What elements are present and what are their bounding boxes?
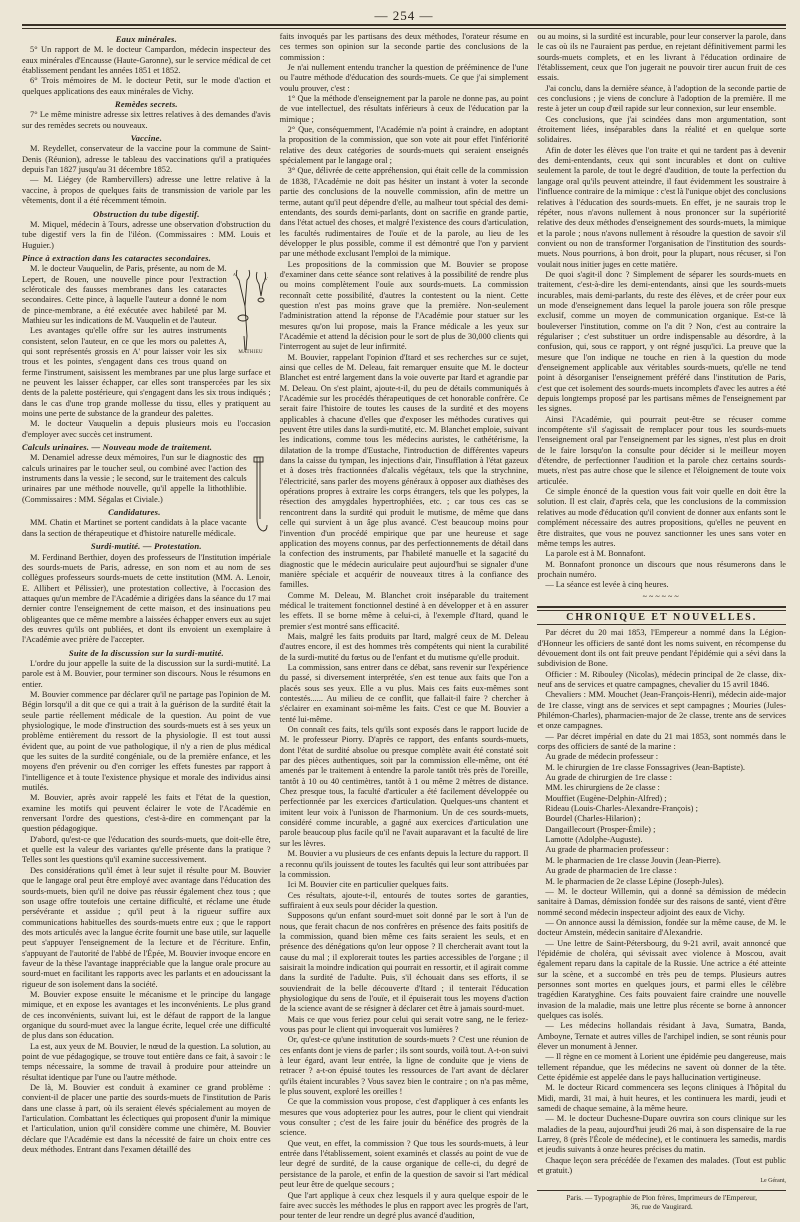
paragraph: M. Bouvier commence par déclarer qu'il ne partage pas l'opinion de M. Bégin lorsqu'il a dit que ce qui a trait à la guérison de la surdité était la seule partie réellement médicale de la question. Au point de vue physiologique, le mode d'instruction des sourds-muets est à ses yeux un problème entièrement du ressort de la physiologie. Il est tout aussi évident que, au point de vue pathologique, il n'y a rien de plus médical que les suites de la surdité congéniale, ou de la première enfance, et les moyens d'en prévenir ou d'en corriger les effets funestes par rapport à l'intelligence et à toute l'existence physique et morale des individus ainsi mutilés. <box>22 689 271 793</box>
paragraph: Afin de doter les élèves que l'on traite et qui ne tardent pas à devenir des demi-entendants, ceux qui sont incurables et dont on cultive seulement la parole, de tout le degré d'audition, de toute la perfection du langage oral qu'ils peuvent atteindre, il faut évidemment les soustraire à l'influence contraire de la mimique : c'est là l'unique objet des conclusions relatives à l'éducation des sourds-muets. En effet, je ne saurais trop le répéter, nous n'avons nullement à nous prononcer sur la supériorité relative des deux méthodes d'enseignement des sourds-muets, la mimique et la parole ; nous n'avons nullement à résoudre la question de savoir s'il convient ou non de transformer l'organisation de l'institution des sourds-muets. Nous pourrions, à bon droit, pour la plupart, nous récuser, si l'on voulait nous initier juges en cette matière. <box>537 145 786 269</box>
paragraph: M. Bouvier, après avoir rappelé les faits et l'état de la question, examine les motifs qui peuvent éclairer le vote de l'Académie en renversant l'ordre des questions, c'est-à-dire en commençant par la question pédagogique. <box>22 793 271 834</box>
paragraph: — M. le docteur Duchesne-Dupare ouvrira son cours clinique sur les maladies de la peau, aujourd'hui jeudi 26 mai, à son dispensaire de la rue Larrey, 8 (près l'École de médecine), et le continuera les samedis, mardis et jeudis suivants à onze heures précises du matin. <box>537 1114 786 1155</box>
paragraph: 5° Un rapport de M. le docteur Campardon, médecin inspecteur des eaux minérales d'Encausse (Haute-Garonne), sur le service médical de cet établissement pendant les années 1851 et 1852. <box>22 45 271 76</box>
page-number: — 254 — <box>374 8 434 23</box>
heading-remedes-secrets: Remèdes secrets. <box>114 99 178 110</box>
paragraph: Ce simple énoncé de la question vous fait voir quelle en doit être la solution. Il est clair, d'après cela, que les conclusions de la commission relatives au mode d'éducation qu'il convient de donner aux enfants sont le complément nécessaire des autres propositions, qu'elles ne peuvent en être distraites, que vous ne pouvez sanctionner les unes sans voter en même temps les autres. <box>537 487 786 548</box>
paragraph: Chevaliers : MM. Mouchet (Jean-François-Henri), médecin aide-major de 1re classe, vingt ans de services et sept campagnes ; Mouries (Jules-Philémon-Charles), pharmacien-major de 2e classe, trente ans de services et onze campagnes. <box>537 690 786 731</box>
paragraph: M. Bouvier expose ensuite le mécanisme et le principe du langage mimique, et en expose les avantages et les inconvénients. Le plus grand de ces inconvénients, suivant lui, est le défaut de rapport de la langue organique du sourd-muet avec la langue écrite, lequel crée une difficulté de plus dans son éducation. <box>22 989 271 1041</box>
paragraph: La parole est à M. Bonnafont. <box>545 549 646 559</box>
heading-vaccine: Vaccine. <box>130 133 163 144</box>
list-item: Au grade de pharmacien de 1re classe : <box>545 866 677 876</box>
paragraph: Comme M. Deleau, M. Blanchet croit inséparable du traitement médical le traitement fonctionnel destiné à en développer et à en assurer les effets. Il se borne même à celui-ci, à l'exemple d'Itard, quand le premier s'est montré sans efficacité. <box>279 590 529 631</box>
imprint-line-1: Paris. — Typographie de Plon frères, Imprimeurs de l'Empereur, <box>566 1192 757 1202</box>
paragraph: Supposons qu'un enfant sourd-muet soit donné par le sort à l'un de nous, que ferait chacun de nos confrères en présence des faits positifs de la commission, quand bien même ces faits seraient les seuls, et en présence des dénégations qu'on leur oppose ? Il chercherait avant tout la cause du mal ; il explorerait toutes les parties accessibles de l'organe ; il saisirait la moindre indication qui pourrait en ressortir, et il agirait comme dans la surdité de l'adulte. Puis, s'il échouait dans ses efforts, il se souviendrait de la belle découverte d'Itard ; il tenterait l'éducation physiologique du sens de l'ouïe, et il épuiserait tous les moyens d'action de la science avant de se résigner à déclarer cet être à jamais sourd-muet. <box>279 911 529 1014</box>
paragraph: M. Ferdinand Berthier, doyen des professeurs de l'Institution impériale des sourds-muets de Paris, adresse, en son nom et au nom de ses collègues professeurs sourds-muets de cette institution (MM. A. Lenoir, E. Allibert et Pélissier), une protestation collective, à l'occasion des attaques qu'un membre de l'Académie a dirigées dans la séance du 17 mai dernier contre l'enseignement de cette maison, et des insinuations peu obligeantes que ce même membre a laissées échapper envers eux au sujet des œuvres qu'ils ont publiées, et dont ils envoient un exemplaire à l'Académie avec prière de l'accepter. <box>22 552 271 645</box>
paragraph: J'ai conclu, dans la dernière séance, à l'adoption de la seconde partie de ces conclusions ; je viens de conclure à l'adoption de la première. Il me reste à jeter un coup d'œil rapide sur leur connexion, sur leur ensemble. <box>537 83 786 114</box>
paragraph: Or, qu'est-ce qu'une institution de sourds-muets ? C'est une réunion de ces enfants dont je viens de parler ; ils sont sourds, voilà tout. A-t-on suivi à leur égard, avant leur entrée, la ligne de conduite que je viens de retracer ? a-t-on épuisé toutes les ressources de l'art avant de déclarer qu'ils étaient incurables ? Vous savez bien le contraire ; on n'a pas même, le plus souvent, exploré les oreilles ! <box>279 1035 529 1097</box>
paragraph: faits invoqués par les partisans des deux méthodes, l'orateur résume en ces termes son opinion sur la seconde partie des conclusions de la commission : <box>279 32 529 62</box>
column-1 <box>22 32 271 1222</box>
list-item: MM. les chirurgiens de 2e classe : <box>545 783 660 793</box>
paragraph: Des considérations qu'il émet à leur sujet il résulte pour M. Bouvier que le langage oral peut être employé avec avantage dans l'éducation des sourds-muets, bien qu'il ne doive pas réussir également chez tous ; que son usage offre toutefois une certaine difficulté, et réclame une étude persévérante et assidue ; qu'il peut à la rigueur suffire aux communications habituelles des sourds-muets entre eux ; que le rapport des mots articulés avec la langue écrite fournit une base utile, sur laquelle peut s'appuyer l'enseignement de la lecture et de l'écriture. Enfin, s'appuyant de l'autorité de l'abbé de l'Épée, M. Bouvier invoque encore en faveur de la thèse l'avantage inappréciable que la langue orale procure au sourd-muet en facilitant les rapports avec les parlants et en adoucissant la rigueur de son isolement dans la société. <box>22 865 271 989</box>
imprint-line-2: 36, rue de Vaugirard. <box>630 1201 693 1211</box>
list-item: Lamotte (Adolphe-Auguste). <box>545 835 643 845</box>
paragraph: De là, M. Bouvier est conduit à examiner ce grand problème : convient-il de placer une partie des sourds-muets de l'institution de Paris dans une classe à part, où ils seraient élevés spécialement au moyen de l'articulation. Combattant les éclectiques qui proposent d'unir la mimique et l'articulation, union qu'il considère comme une chimère, M. Bouvier déclare que l'Académie est dans la nécessité de faire un choix entre ces deux méthodes. Entrant dans l'examen détaillé des <box>22 1083 271 1155</box>
paragraph: 3° Que, délivrée de cette appréhension, qui était celle de la commission de 1838, l'Académie ne doit pas hésiter un instant à voter la seconde partie des conclusions de la nouvelle commission, afin de mettre un terme, autant qu'il peut dépendre d'elle, au malheur tout spécial des demi-entendants, des sourds demi-parlants, dont on sacrifie en grande partie, dans l'état actuel des choses, et malgré l'existence des cours d'articulation, les facultés rudimentaires de l'ouïe et de la parole, au lieu de les développer le plus possible, comme il est démontré que l'on y parvient par une méthode exclusant l'emploi de la mimique. <box>279 166 529 259</box>
header-rule <box>22 24 786 29</box>
paragraph: Que veut, en effet, la commission ? Que tous les sourds-muets, à leur entrée dans l'établissement, soient examinés et classés au point de vue de leur degré de surdité, de la cause organique de celle-ci, du degré de persistance de la parole, et enfin de la question de savoir si l'art médical peut leur être de quelque secours ; <box>279 1138 529 1190</box>
paragraph: MM. Chatin et Martinet se portent candidats à la place vacante dans la section de thérapeutique et d'histoire naturelle médicale. <box>22 518 247 538</box>
footer-rule <box>537 1190 786 1191</box>
paragraph: Chaque leçon sera précédée de l'examen des malades. (Tout est public et gratuit.) <box>537 1155 786 1176</box>
paragraph: 1° Que la méthode d'enseignement par la parole ne donne pas, au point de vue intellectuel, des résultats inférieurs à ceux de l'éducation par la mimique ; <box>279 94 529 124</box>
paragraph: Les propositions de la commission que M. Bouvier se propose d'examiner dans cette séance sont relatives à la possibilité de rendre plus ou moins complètement l'ouïe aux sourds-muets. La commission reconnaît cette possibilité, d'autres la contestent ou la nient. Cette question n'est pas moins grave que la première. Non-seulement l'administration attend la réponse de l'Académie pour statuer sur les mesures qu'on lui propose, mais la France médicale a les yeux sur l'Académie et attend la décision pour le sort de plus de 30,000 clients qui l'interrogent au sujet de leur infirmité. <box>279 259 529 352</box>
paragraph: Ces conclusions, que j'ai scindées dans mon argumentation, sont étroitement liées, inséparables dans la réalité et en quelque sorte solidaires. <box>537 114 786 145</box>
paragraph: D'abord, qu'est-ce que l'éducation des sourds-muets, que doit-elle être, et quelle est la valeur des variantes qu'elle présente dans la pratique ? Telles sont les questions qu'il examine successivement. <box>22 834 271 865</box>
list-item: Mouffiet (Eugène-Delphin-Alfred) ; <box>545 793 667 803</box>
paragraph: Mais, malgré les faits produits par Itard, malgré ceux de M. Deleau d'autres encore, il est des hommes très compétents qui nient la curabilité de la surdi-mutité du fœtus ou de l'enfant et du mutisme qu'elle produit. <box>279 631 529 662</box>
heading-obstruction: Obstruction du tube digestif. <box>93 208 200 219</box>
paragraph: Ces résultats, ajoute-t-il, entourés de toutes sortes de garanties, suffiraient à eux seuls pour décider la question. <box>279 890 529 910</box>
paragraph: Mais ce que vous feriez pour celui qui serait votre sang, ne le feriez-vous pas pour le client qui invoquerait vos lumières ? <box>279 1014 529 1034</box>
column-3 <box>537 32 786 1222</box>
heading-surdi-mutite-protestation: Surdi-mutité. — Protestation. <box>90 541 202 552</box>
paragraph: La est, aux yeux de M. Bouvier, le nœud de la question. La solution, au point de vue pédagogique, se trouve tout entière dans ce fait, à savoir : le temps nécessaire, la somme de travail à produire pour atteindre un résultat identique par l'une ou l'autre méthode. <box>22 1041 271 1082</box>
ornament-divider: ~~~~~~ <box>642 591 681 601</box>
paragraph: ou au moins, si la surdité est incurable, pour leur conserver la parole, dans le cas où ils ne l'auraient pas perdue, en rejetant définitivement parmi les sourds-muets complets, et en les livrant à l'éducation ordinaire de l'établissement, ceux que l'on jugerait ne pouvoir tirer aucun fruit de ces essais. <box>537 32 786 83</box>
heading-calculs-urinaires: Calculs urinaires. — Nouveau mode de traitement. <box>22 442 213 453</box>
paragraph: 7° Le même ministre adresse six lettres relatives à des demandes d'avis sur des remèdes secrets ou nouveaux. <box>22 110 271 130</box>
paragraph: Les avantages qu'elle offre sur les autres instruments consistent, selon l'auteur, en ce que les mors ou palettes A, qui sont représentés grossis en A' pour laisser voir les six trous et les pointes, s'engagent dans ces trous quand on ferme l'instrument, saisissent les membranes par une plus large surface et ne peuvent les laisser échapper, car elles sont transpercées par les six dents de la palette postérieure, qui s'engagent dans les six trous indiqués ; dans le cas d'une trop grande mollesse du tissu, elles y pratiquent au moins une perte de substance de la grandeur des palettes. <box>22 326 271 419</box>
paragraph: — Une lettre de Saint-Pétersbourg, du 9-21 avril, avait annoncé que l'épidémie de choléra, qui sévissait avec violence à Moscou, avait également reparu dans la capitale de la Russie. Une actrice a été atteinte sur la scène, et a succombé en très peu de temps. Plusieurs autres personnes sont mortes en quelques jours, et parmi elles le célèbre tragédien Karatyghine. Ces faits pouvaient faire craindre une nouvelle invasion de la maladie, mais une lettre plus récente se borne à annoncer quelques cas isolés. <box>537 938 786 1020</box>
paragraph: La commission, sans entrer dans ce débat, sans revenir sur l'expérience du passé, si diversement interprétée, s'en est tenue aux faits que l'on a placés sous ses yeux. Elle a vu plus. Mais ces faits eux-mêmes sont contestés...... Au milieu de ce conflit, que fallait-il faire ? chercher à s'éclairer en examinant soi-même les faits. C'est ce que M. Bouvier a tenté lui-même. <box>279 662 529 724</box>
lithotribe-illustration <box>251 455 271 535</box>
columns <box>22 32 786 1221</box>
paragraph: — Les médecins hollandais résidant à Java, Sumatra, Banda, Amboyne, Ternate et autres villes de l'archipel indien, se sont réunis pour élever un monument à Jenner. <box>537 1021 786 1051</box>
heading-suite-discussion: Suite de la discussion sur la surdi-mutité. <box>68 647 224 658</box>
illustration-maker-label: MATHIEU <box>238 349 263 355</box>
paragraph: M. le docteur Vauquelin, de Paris, présente, au nom de M. Lepert, de Rouen, une nouvelle pince pour l'extraction scléroticale des fausses membranes dans les cataractes secondaires. Cette pince, à laquelle l'auteur a donné le nom de pince-membrane, a été exécutée avec habileté par M. Mathieu sur les indications de M. Vauquelin et de l'auteur. <box>22 264 227 325</box>
list-item: Au grade de pharmacien professeur : <box>545 845 669 855</box>
section-title-chronique: CHRONIQUE ET NOUVELLES. <box>566 611 758 623</box>
paragraph: M. le docteur Vauquelin a depuis plusieurs mois eu l'occasion d'employer avec succès cet instrument. <box>22 419 271 439</box>
list-item: M. le pharmacien de 2e classe Lépine (Joseph-Jules). <box>545 876 724 886</box>
pince-membrane-illustration <box>231 266 271 362</box>
paragraph: M. Miquel, médecin à Tours, adresse une observation d'obstruction du tube digestif vers la fin de l'iléon. (Commissaires : MM. Louis et Huguier.) <box>22 219 271 250</box>
paragraph: Je n'ai nullement entendu trancher la question de prééminence de l'une ou l'autre méthode d'éducation des sourds-muets. Ce que j'ai simplement voulu prouver, c'est : <box>279 63 529 93</box>
section-rule-bottom <box>537 624 786 625</box>
paragraph: M. Bouvier a vu plusieurs de ces enfants depuis la lecture du rapport. Il a reconnu qu'ils jouissent de toutes les facultés qui leur sont attribuées par la commission. <box>279 849 529 879</box>
list-item: Au grade de médecin professeur : <box>545 752 659 762</box>
paragraph: — On annonce aussi la démission, fondée sur la même cause, de M. le docteur Amstein, médecin sanitaire d'Alexandrie. <box>537 917 786 938</box>
paragraph: On connaît ces faits, tels qu'ils sont exposés dans le rapport lucide de M. le professeur Piorry. D'après ce rapport, des enfants sourds-muets, dont l'état de surdité absolue ou presque complète avait été constaté soit par des pièces authentiques, soit par la commission elle-même, ont été amenés par le traitement à entendre la parole tantôt très près de l'oreille, tantôt à 10 ou 40 centimètres, tantôt à 1 ou même 2 mètres de distance. Chez presque tous, la faculté d'articuler a été facilement développée ou perfectionnée par les exercices d'articulation. Quelques-uns chantent et imitent leur voix à l'unisson de l'harmonium. Un de ces sourds-muets, considéré comme incurable, a gagné aux exercices d'articulation une parole beaucoup plus facile qu'il ne l'avait auparavant et la faculté de lire sur les lèvres. <box>279 725 529 848</box>
paragraph: M. Bonnafont prononce un discours que nous résumerons dans le prochain numéro. <box>537 559 786 579</box>
list-item: Au grade de chirurgien de 1re classe : <box>545 773 672 783</box>
paragraph: — Il règne en ce moment à Lorient une épidémie peu dangereuse, mais tellement répandue, que les médecins ne savent où donner de la tête. Cette épidémie est appelée dans le pays hallucination vertigineuse. <box>537 1052 786 1083</box>
paragraph: Ainsi l'Académie, qui pourrait peut-être se récuser comme incompétente s'il s'agissait de remplacer pour tous les sourds-muets l'enseignement oral par l'enseignement par les signes, n'est plus en droit de le faire lorsqu'on la consulte pour décider si le meilleur moyen d'étendre, de perfectionner l'audition et la parole chez certains sourds-muets, n'est pas autre chose que le silence et l'éloignement de toute voix articulée. <box>537 414 786 486</box>
paragraph: M. Denamiel adresse deux mémoires, l'un sur le diagnostic des calculs urinaires par le toucher seul, ou combiné avec l'action des instruments dans la vessie ; le second, sur le traitement des calculs urinaires par une méthode nouvelle, qu'il appelle la lithothlibie. (Commissaires : MM. Ségalas et Civiale.) <box>22 453 247 504</box>
section-rule <box>537 606 786 611</box>
paragraph: L'ordre du jour appelle la suite de la discussion sur la surdi-mutité. La parole est à M. Bouvier, pour terminer son discours. Nous le résumons en entier. <box>22 658 271 689</box>
heading-candidatures: Candidatures. <box>108 507 161 518</box>
paragraph: — Par décret impérial en date du 21 mai 1853, sont nommés dans le corps des officiers de santé de la marine : <box>537 731 786 752</box>
column-2 <box>280 32 529 1222</box>
svg-text:A: A <box>232 272 236 278</box>
heading-pince: Pince à extraction dans les cataractes secondaires. <box>22 252 211 263</box>
paragraph: — M. Liégey (de Rambervillers) adresse une lettre relative à la vaccine, à propos de quelques faits de transmission de variole par les vêtements, dont il a été récemment témoin. <box>22 175 271 206</box>
paragraph: M. Reydellet, conservateur de la vaccine pour la commune de Saint-Denis (Réunion), adresse le tableau des vaccinations qu'il a pratiquées depuis l'an 1827 jusqu'au 31 décembre 1852. <box>22 144 271 175</box>
paragraph: — M. le docteur Willemin, qui a donné sa démission de médecin sanitaire à Damas, démission fondée sur des raisons de santé, vient d'être nommé second médecin inspecteur adjoint des eaux de Vichy. <box>537 886 786 917</box>
list-item: Rideau (Louis-Charles-Alexandre-François) ; <box>545 804 698 814</box>
list-item: M. le pharmacien de 1re classe Jouvin (Jean-Pierre). <box>545 855 721 865</box>
paragraph: 6° Trois mémoires de M. le docteur Petit, sur le mode d'action et quelques applications des eaux minérales de Vichy. <box>22 76 271 96</box>
svg-text:A': A' <box>263 276 268 282</box>
paragraph: De quoi s'agit-il donc ? Simplement de séparer les sourds-muets en traitement, c'est-à-dire les demi-entendants, ainsi que les sourds-muets incurables, mais demi-parlants, du reste des élèves, et de créer pour eux un mode d'enseignement dans lequel la parole jouera son rôle presque exclusif, comme un moyen de communication organique. Est-ce là bouleverser l'institution, comme on l'a dit ? Non, c'est au contraire la régulariser ; c'est substituer un ordre indispensable au désordre, à la confusion, qui, sous ce rapport, y ont régné jusqu'ici. La preuve que la mesure que l'on indique ne touche en rien à la question du mode d'enseignement applicable aux véritables sourds-muets, qu'elle ne tend point à désorganiser l'enseignement préféré dans l'institution de Paris, c'est que cet isolement des sourds-muets incomplets d'avec les autres a été depuis longtemps proposé par les partisans mêmes de l'enseignement par les signes. <box>537 269 786 414</box>
lithotribe-icon <box>251 455 271 535</box>
paragraph: M. Bouvier, rappelant l'opinion d'Itard et ses recherches sur ce sujet, ainsi que celles de M. Deleau, fait remarquer ensuite que M. le docteur Blanchet est entré largement dans la voie ouverte par Itard et agrandie par M. Deleau. On s'est plaint, ajoute-t-il, du peu de détails communiqués à l'Académie sur les procédés thérapeutiques de cet honorable confrère. Ce serait faire l'histoire de toutes les causes de la surdité et des moyens applicables à chacune d'elles que d'exposer les méthodes curatives qui peuvent être utiles dans la surdi-mutité, etc. M. Blanchet emploie, suivant les indications, comme tous les médecins auristes, le cathétérisme, la dilatation de la trompe d'Eustache, l'introduction de différentes vapeurs dans la caisse du tympan, les injections d'air, l'insufflation à l'état gazeux et à doses très fractionnées d'alcalis végétaux, tels que la strychnine, l'électricité, sans parler des moyens généraux à opposer aux diathèses des opérations propres à extraire les corps étrangers, tels que les polypes, la résection des amygdales hypertrophiées, etc. ; car tous ces cas se rencontrent dans la surdité qui produit le mutisme, de même que dans celle qui survient à un âge plus avancé. C'est beaucoup moins pour l'invention d'un procédé empirique que par une heureuse et sage application des moyens connus, par des perfectionnements de détail dans la confection des instruments, par l'habileté manuelle et la sagacité du diagnostic que le médecin auriculaire peut aujourd'hui se signaler d'une manière spéciale et acquérir de nouveaux titres à la confiance des familles. <box>279 352 529 590</box>
list-item: M. le chirurgien de 1re classe Fonssagrives (Jean-Baptiste). <box>545 762 745 772</box>
paragraph: Par décret du 20 mai 1853, l'Empereur a nommé dans la Légion-d'Honneur les officiers de santé dont les noms suivent, en récompense du dévouement dont ils ont fait preuve pendant l'épidémie qui a sévi dans la subdivision de Bone. <box>537 628 786 669</box>
heading-eaux-minerales: Eaux minérales. <box>115 34 177 44</box>
list-item: Bourdel (Charles-Hilarion) ; <box>545 814 641 824</box>
paragraph: Que l'art applique à ceux chez lesquels il y aura quelque espoir de le faire avec succès les méthodes le plus en rapport avec les progrès de l'art, pour tenter de leur rendre un degré plus avancé d'audition, <box>279 1190 529 1221</box>
list-item: Dangaillecourt (Prosper-Émile) ; <box>545 824 656 834</box>
paragraph: 2° Que, conséquemment, l'Académie n'a point à craindre, en adoptant la proposition de la commission, que son vote ait pour effet l'infériorité relative des deux catégories de sourds-muets qui seraient enseignés spécialement par le langage oral ; <box>279 125 529 166</box>
paragraph: Officier : M. Ribouley (Nicolas), médecin principal de 2e classe, dix-neuf ans de services et quatre campagnes, chevalier du 15 avril 1846. <box>537 669 786 689</box>
paragraph: — La séance est levée à cinq heures. <box>545 580 669 590</box>
paragraph: Ici M. Bouvier cite en particulier quelques faits. <box>287 880 449 890</box>
gerant-label: Le Gérant, <box>760 1178 786 1185</box>
paragraph: Ce que la commission vous propose, c'est d'appliquer à ces enfants les mesures que vous adopteriez pour les autres, pour le client qui viendrait vous consulter ; c'est de les faire jouir du bénéfice des progrès de la science. <box>279 1097 529 1138</box>
paragraph: M. le docteur Ricard commencera ses leçons cliniques à l'hôpital du Midi, mardi, 31 mai, à huit heures, et les continuera les mardi, jeudi et samedi de chaque semaine, à la même heure. <box>537 1083 786 1114</box>
